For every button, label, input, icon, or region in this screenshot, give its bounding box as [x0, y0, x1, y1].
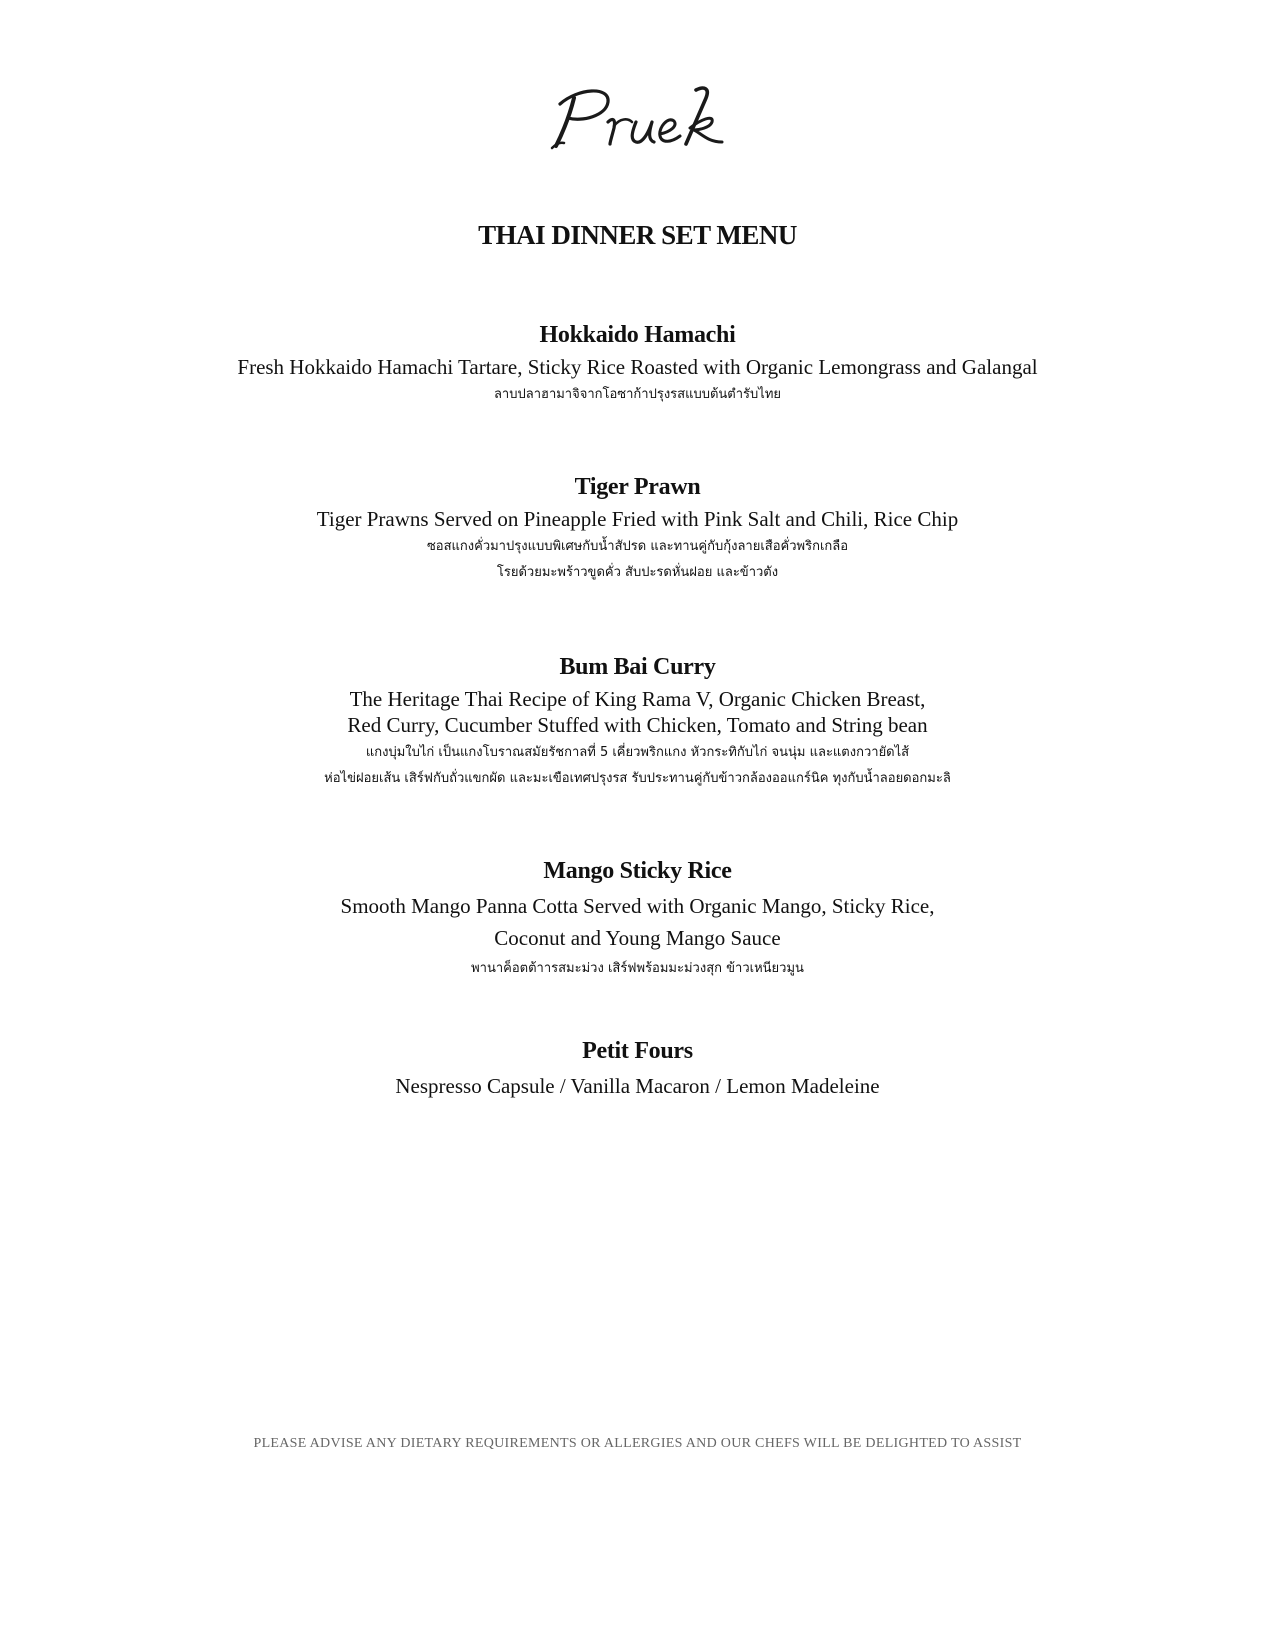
course-mango-sticky-rice: [0, 856, 1275, 982]
course-description: Smooth Mango Panna Cotta Served with Organic Mango, Sticky Rice,: [340, 894, 935, 918]
course-petit-fours: [0, 1036, 1275, 1102]
course-thai-description: ลาบปลาฮามาจิจากโอซาก้าปรุงรสแบบต้นตำรับไทย: [493, 387, 782, 402]
menu-title: THAI DINNER SET MENU: [478, 220, 797, 250]
course-description: Fresh Hokkaido Hamachi Tartare, Sticky Rice Roasted with Organic Lemongrass and Galangal: [237, 355, 1038, 379]
course-name: Petit Fours: [582, 1038, 693, 1064]
course-description: Coconut and Young Mango Sauce: [494, 926, 781, 950]
course-thai-description: โรยด้วยมะพร้าวขูดคั่ว สับปะรดหั่นฝอย และข้าวตัง: [496, 565, 779, 580]
restaurant-logo: [0, 78, 1275, 163]
course-thai-description: พานาค็อตต้าารสมะม่วง เสิร์ฟพร้อมมะม่วงสุก ข้าวเหนียวมูน: [471, 961, 804, 976]
course-description: Tiger Prawns Served on Pineapple Fried with Pink Salt and Chili, Rice Chip: [316, 507, 959, 531]
course-thai-description: ซอสแกงคั่วมาปรุงแบบพิเศษกับน้ำสัปรด และทานคู่กับกุ้งลายเสือคั่วพริกเกลือ: [426, 539, 849, 554]
course-description: The Heritage Thai Recipe of King Rama V, Organic Chicken Breast,: [349, 687, 926, 711]
course-bum-bai-curry: [0, 652, 1275, 792]
course-description: Nespresso Capsule / Vanilla Macaron / Lemon Madeleine: [395, 1074, 880, 1098]
course-tiger-prawn: [0, 472, 1275, 586]
course-name: Bum Bai Curry: [559, 654, 716, 680]
logo-script-mark: [538, 78, 738, 158]
dietary-notice: PLEASE ADVISE ANY DIETARY REQUIREMENTS OR ALLERGIES AND OUR CHEFS WILL BE DELIGHTED TO ASSIST: [253, 1436, 1022, 1451]
course-thai-description: ห่อไข่ฝอยเส้น เสิร์ฟกับถั่วแขกผัด และมะเขือเทศปรุงรส รับประทานคู่กับข้าวกล้องออแกร์นิค ทุงกับน้ำลอยดอกมะลิ: [324, 771, 951, 786]
course-name: Hokkaido Hamachi: [539, 322, 736, 348]
course-description: Red Curry, Cucumber Stuffed with Chicken, Tomato and String bean: [347, 713, 928, 737]
course-thai-description: แกงบุ่มใบไก่ เป็นแกงโบราณสมัยรัชกาลที่ 5 เคี่ยวพริกแกง หัวกระทิกับไก่ จนนุ่ม และแตงกวายัดไส้: [365, 745, 910, 760]
course-name: Mango Sticky Rice: [543, 858, 732, 884]
course-hokkaido-hamachi: [0, 320, 1275, 408]
course-name: Tiger Prawn: [574, 474, 701, 500]
